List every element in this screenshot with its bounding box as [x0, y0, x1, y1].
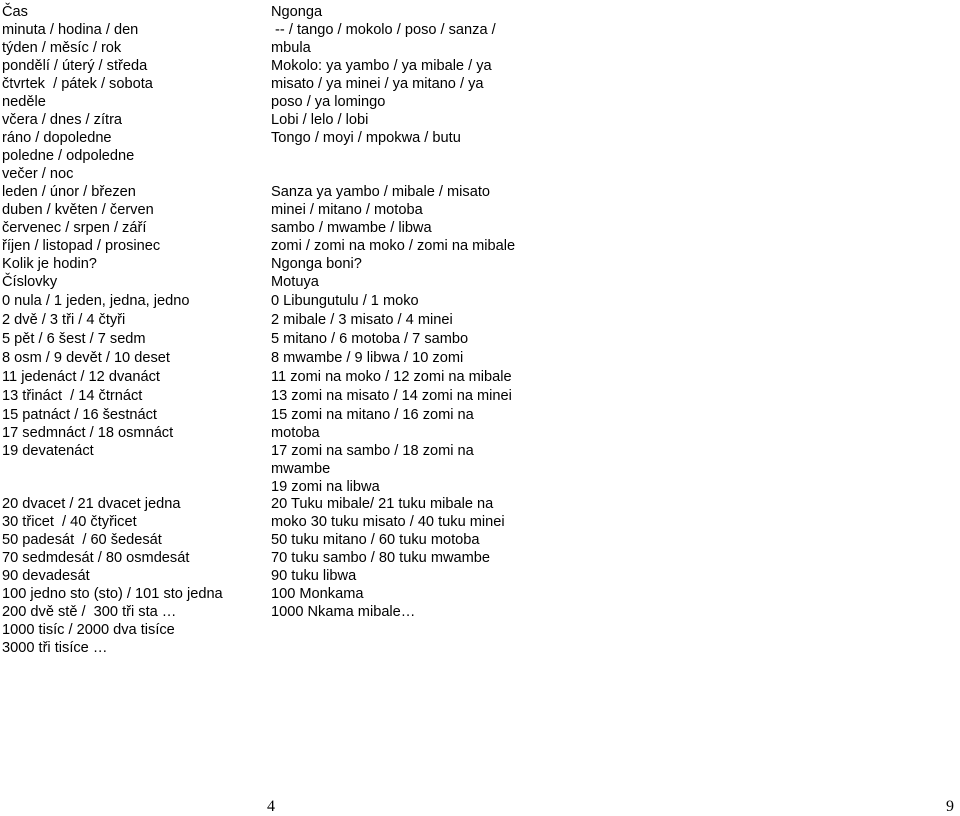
lingala-line: Mokolo: ya yambo / ya mibale / ya: [271, 58, 492, 74]
lingala-line: Sanza ya yambo / mibale / misato: [271, 184, 491, 200]
page-number-right: 9: [946, 798, 954, 815]
czech-line: 11 jedenáct / 12 dvanáct: [2, 369, 160, 385]
lingala-line: 15 zomi na mitano / 16 zomi na: [271, 407, 474, 423]
lingala-line: sambo / mwambe / libwa: [271, 220, 432, 236]
lingala-line: 0 Libungutulu / 1 moko: [271, 293, 419, 309]
czech-line: 90 devadesát: [2, 568, 90, 584]
czech-line: Číslovky: [2, 274, 58, 290]
lingala-line: Motuya: [271, 274, 319, 290]
lingala-line: zomi / zomi na moko / zomi na mibale: [271, 238, 516, 254]
czech-line: 5 pět / 6 šest / 7 sedm: [2, 331, 146, 347]
czech-line: 2 dvě / 3 tři / 4 čtyři: [2, 312, 126, 328]
czech-line: 17 sedmnáct / 18 osmnáct: [2, 425, 174, 441]
czech-line: 3000 tři tisíce …: [2, 640, 108, 656]
lingala-line: Ngonga: [271, 4, 323, 20]
czech-line: pondělí / úterý / středa: [2, 58, 148, 74]
lingala-line: 20 Tuku mibale/ 21 tuku mibale na: [271, 496, 494, 512]
page-number-left: 4: [267, 798, 275, 815]
czech-line: poledne / odpoledne: [2, 148, 135, 164]
czech-line: 70 sedmdesát / 80 osmdesát: [2, 550, 190, 566]
czech-line: Čas: [2, 4, 28, 20]
lingala-line: 5 mitano / 6 motoba / 7 sambo: [271, 331, 469, 347]
czech-line: čtvrtek / pátek / sobota: [2, 76, 153, 92]
lingala-line: 2 mibale / 3 misato / 4 minei: [271, 312, 453, 328]
lingala-line: Lobi / lelo / lobi: [271, 112, 369, 128]
czech-line: 19 devatenáct: [2, 443, 94, 459]
czech-line: 1000 tisíc / 2000 dva tisíce: [2, 622, 175, 638]
lingala-line: -- / tango / mokolo / poso / sanza /: [271, 22, 496, 38]
czech-line: 200 dvě stě / 300 tři sta …: [2, 604, 177, 620]
czech-line: leden / únor / březen: [2, 184, 136, 200]
czech-line: 13 třináct / 14 čtrnáct: [2, 388, 143, 404]
lingala-line: 90 tuku libwa: [271, 568, 357, 584]
czech-line: červenec / srpen / září: [2, 220, 147, 236]
czech-line: říjen / listopad / prosinec: [2, 238, 161, 254]
czech-line: včera / dnes / zítra: [2, 112, 123, 128]
czech-line: minuta / hodina / den: [2, 22, 139, 38]
czech-line: 0 nula / 1 jeden, jedna, jedno: [2, 293, 190, 309]
lingala-line: 13 zomi na misato / 14 zomi na minei: [271, 388, 512, 404]
lingala-line: Ngonga boni?: [271, 256, 362, 272]
czech-line: 15 patnáct / 16 šestnáct: [2, 407, 157, 423]
lingala-line: minei / mitano / motoba: [271, 202, 423, 218]
czech-line: 30 třicet / 40 čtyřicet: [2, 514, 137, 530]
lingala-line: 50 tuku mitano / 60 tuku motoba: [271, 532, 480, 548]
lingala-line: 70 tuku sambo / 80 tuku mwambe: [271, 550, 491, 566]
czech-line: večer / noc: [2, 166, 74, 182]
czech-line: 8 osm / 9 devět / 10 deset: [2, 350, 170, 366]
czech-line: týden / měsíc / rok: [2, 40, 122, 56]
czech-line: 100 jedno sto (sto) / 101 sto jedna: [2, 586, 223, 602]
czech-line: Kolik je hodin?: [2, 256, 97, 272]
lingala-line: 8 mwambe / 9 libwa / 10 zomi: [271, 350, 464, 366]
czech-line: neděle: [2, 94, 46, 110]
lingala-line: 1000 Nkama mibale…: [271, 604, 416, 620]
lingala-line: misato / ya minei / ya mitano / ya: [271, 76, 484, 92]
lingala-line: Tongo / moyi / mpokwa / butu: [271, 130, 461, 146]
lingala-line: moko 30 tuku misato / 40 tuku minei: [271, 514, 505, 530]
lingala-line: 100 Monkama: [271, 586, 364, 602]
czech-line: duben / květen / červen: [2, 202, 154, 218]
lingala-line: mbula: [271, 40, 311, 56]
czech-line: 20 dvacet / 21 dvacet jedna: [2, 496, 181, 512]
lingala-line: 11 zomi na moko / 12 zomi na mibale: [271, 369, 512, 385]
lingala-line: poso / ya lomingo: [271, 94, 386, 110]
lingala-line: mwambe: [271, 461, 331, 477]
lingala-line: motoba: [271, 425, 320, 441]
czech-line: 50 padesát / 60 šedesát: [2, 532, 162, 548]
lingala-line: 17 zomi na sambo / 18 zomi na: [271, 443, 474, 459]
czech-line: ráno / dopoledne: [2, 130, 112, 146]
lingala-line: 19 zomi na libwa: [271, 479, 380, 495]
